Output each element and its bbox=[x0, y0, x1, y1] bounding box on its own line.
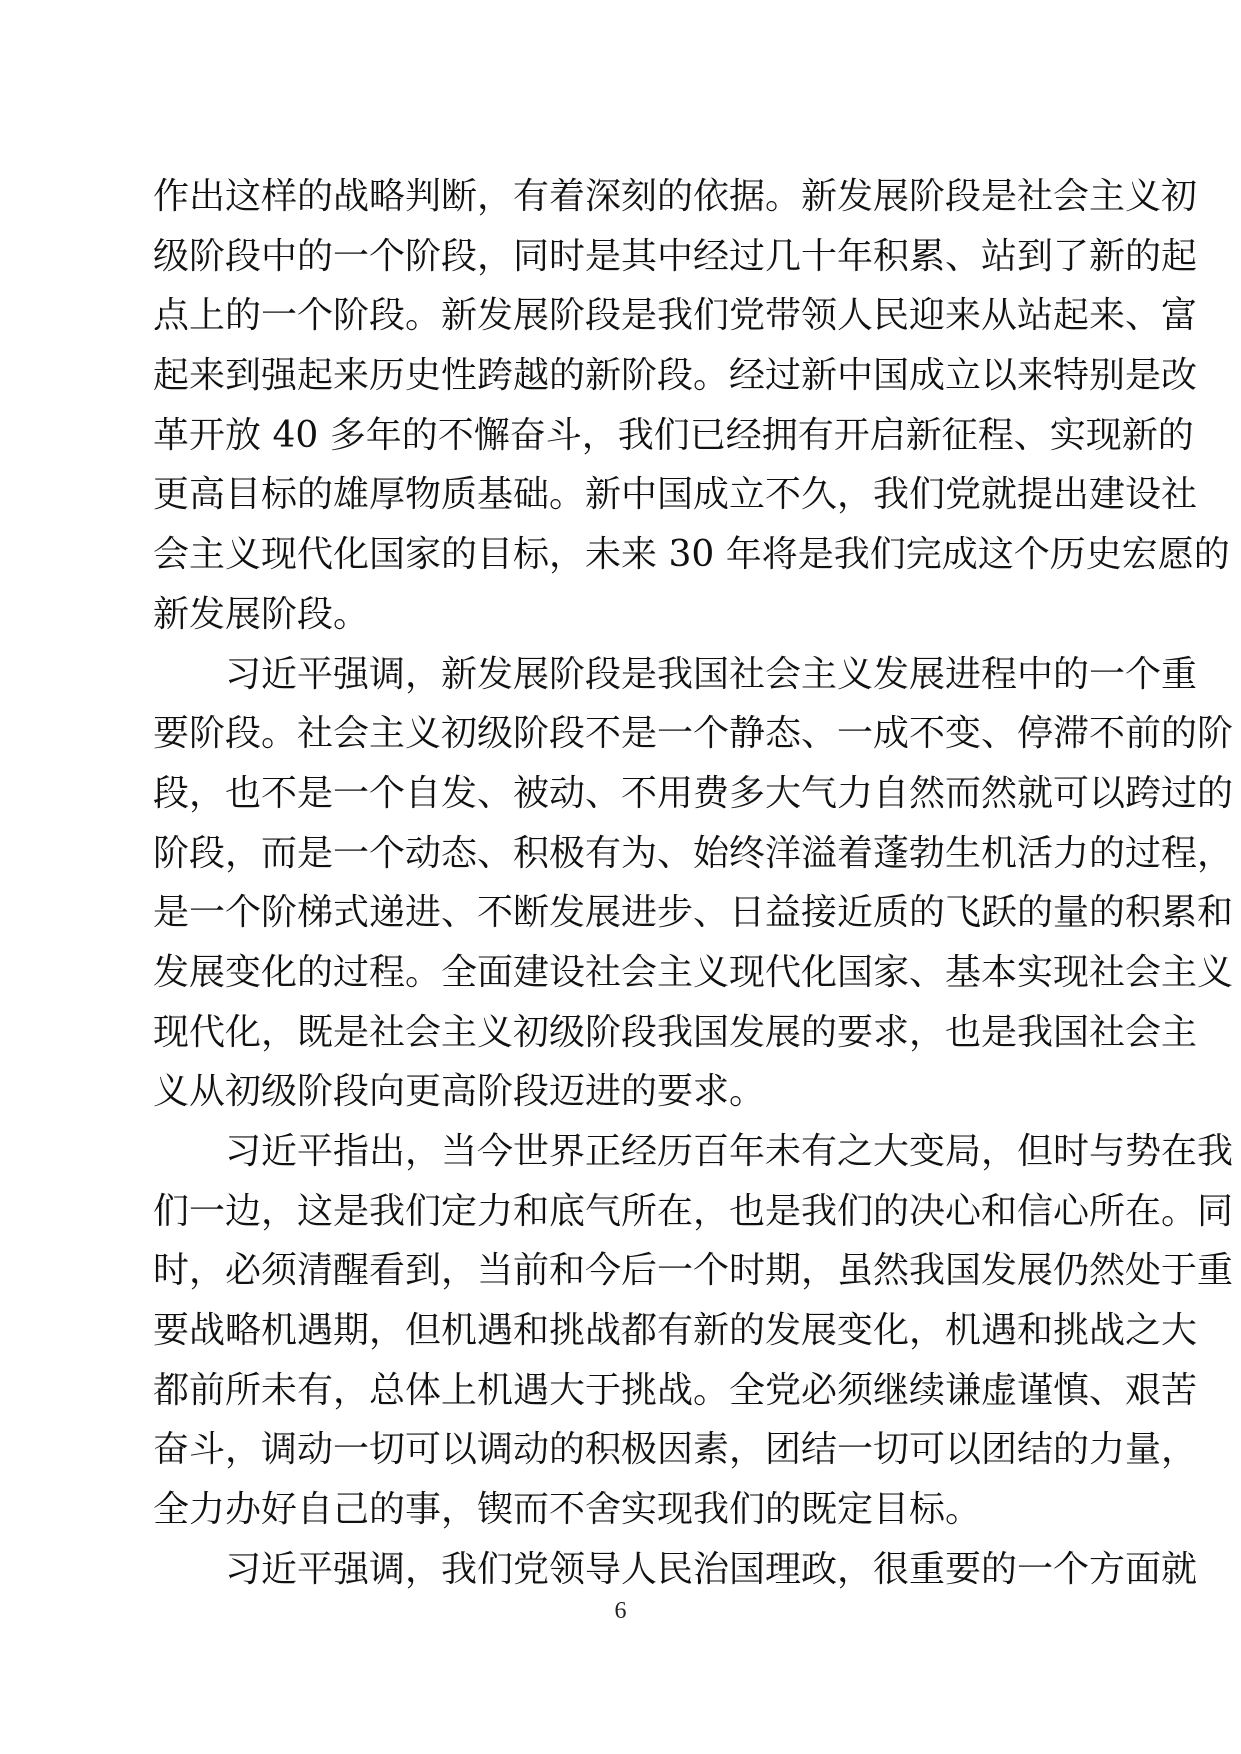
text-line: 要阶段。社会主义初级阶段不是一个静态、一成不变、停滞不前的阶 bbox=[153, 713, 1234, 755]
text-line: 阶段，而是一个动态、积极有为、始终洋溢着蓬勃生机活力的过程， bbox=[153, 832, 1234, 874]
text-line: 级阶段中的一个阶段，同时是其中经过几十年积累、站到了新的起 bbox=[153, 235, 1198, 277]
text-line: 革开放 40 多年的不懈奋斗，我们已经拥有开启新征程、实现新的 bbox=[153, 414, 1194, 456]
text-line: 点上的一个阶段。新发展阶段是我们党带领人民迎来从站起来、富 bbox=[153, 295, 1198, 337]
text-line: 段，也不是一个自发、被动、不用费多大气力自然而然就可以跨过的 bbox=[153, 772, 1234, 814]
text-line: 会主义现代化国家的目标，未来 30 年将是我们完成这个历史宏愿的 bbox=[153, 534, 1230, 576]
text-line: 习近平强调，我们党领导人民治国理政，很重要的一个方面就 bbox=[225, 1548, 1198, 1590]
text-line: 现代化，既是社会主义初级阶段我国发展的要求，也是我国社会主 bbox=[153, 1011, 1198, 1053]
text-line: 发展变化的过程。全面建设社会主义现代化国家、基本实现社会主义 bbox=[153, 951, 1234, 993]
text-line: 习近平强调，新发展阶段是我国社会主义发展进程中的一个重 bbox=[225, 653, 1198, 695]
text-line: 更高目标的雄厚物质基础。新中国成立不久，我们党就提出建设社 bbox=[153, 474, 1198, 516]
text-line: 奋斗，调动一切可以调动的积极因素，团结一切可以团结的力量， bbox=[153, 1429, 1198, 1471]
text-line: 起来到强起来历史性跨越的新阶段。经过新中国成立以来特别是改 bbox=[153, 355, 1198, 397]
text-line: 是一个阶梯式递进、不断发展进步、日益接近质的飞跃的量的积累和 bbox=[153, 892, 1234, 934]
page-number: 6 bbox=[614, 1598, 627, 1624]
text-line: 时，必须清醒看到，当前和今后一个时期，虽然我国发展仍然处于重 bbox=[153, 1250, 1234, 1292]
text-line: 都前所未有，总体上机遇大于挑战。全党必须继续谦虚谨慎、艰苦 bbox=[153, 1369, 1198, 1411]
text-line: 新发展阶段。 bbox=[153, 593, 370, 635]
text-line: 义从初级阶段向更高阶段迈进的要求。 bbox=[153, 1071, 766, 1113]
text-line: 们一边，这是我们定力和底气所在，也是我们的决心和信心所在。同 bbox=[153, 1190, 1234, 1232]
text-line: 作出这样的战略判断，有着深刻的依据。新发展阶段是社会主义初 bbox=[153, 176, 1198, 217]
text-line: 要战略机遇期，但机遇和挑战都有新的发展变化，机遇和挑战之大 bbox=[153, 1310, 1198, 1352]
text-line: 全力办好自己的事，锲而不舍实现我们的既定目标。 bbox=[153, 1489, 982, 1531]
text-line: 习近平指出，当今世界正经历百年未有之大变局，但时与势在我 bbox=[225, 1131, 1234, 1172]
body-text bbox=[153, 167, 1234, 1600]
